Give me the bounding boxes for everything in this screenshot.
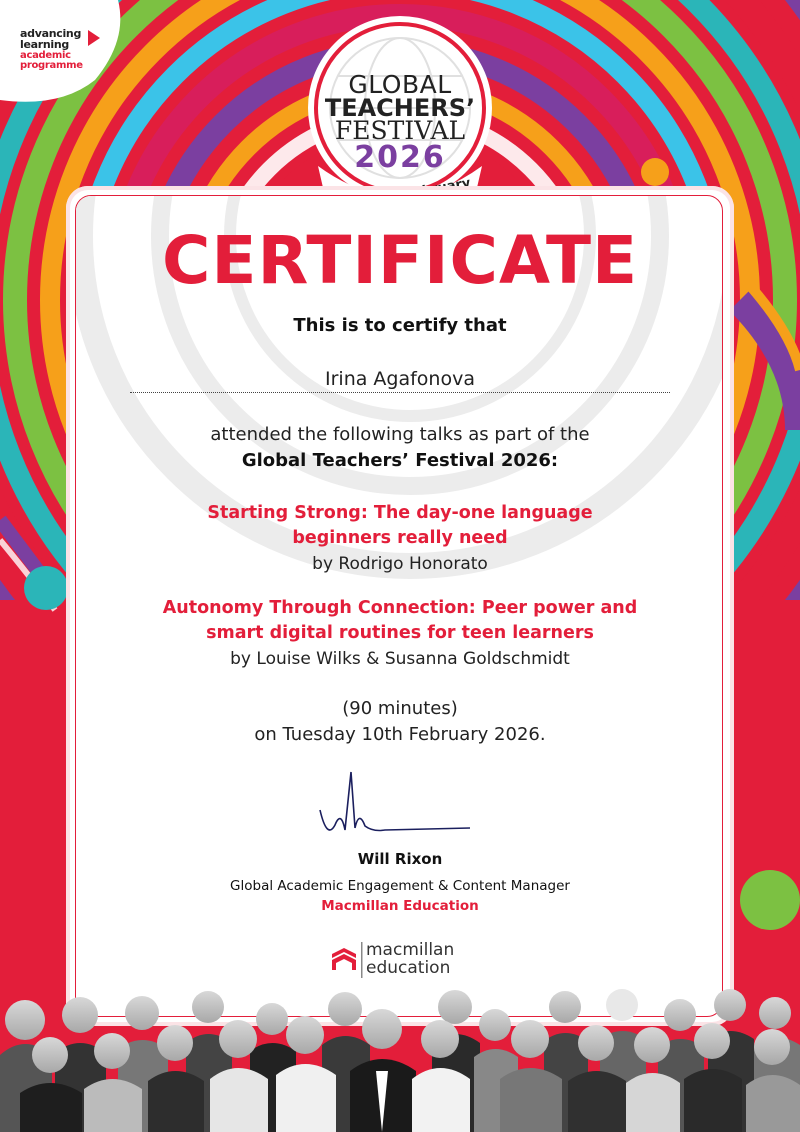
signature xyxy=(315,770,475,840)
date-line: on Tuesday 10th February 2026. xyxy=(254,724,546,745)
macmillan-mark-icon xyxy=(330,944,360,974)
talk-2-title-line-1: Autonomy Through Connection: Peer power and xyxy=(162,598,638,618)
logo-divider xyxy=(361,942,363,978)
publisher-logo-line-2: education xyxy=(366,958,451,978)
badge-year: 2026 xyxy=(354,140,446,175)
brand-line-4: programme xyxy=(20,60,83,71)
brand-line-2: learning xyxy=(20,38,69,51)
certificate-title: CERTIFICATE xyxy=(161,222,639,299)
duration: (90 minutes) xyxy=(342,698,458,719)
signatory-name: Will Rixon xyxy=(357,850,443,868)
badge-line-1: GLOBAL xyxy=(348,70,452,99)
recipient-name: Irina Agafonova xyxy=(325,368,475,390)
talk-1-title-line-1: Starting Strong: The day-one language xyxy=(207,503,593,523)
presenters-group-photo xyxy=(0,985,800,1132)
talk-1-speakers: by Rodrigo Honorato xyxy=(312,554,488,574)
signatory-role: Global Academic Engagement & Content Manager xyxy=(230,878,570,894)
talk-2-speakers: by Louise Wilks & Susanna Goldschmidt xyxy=(230,649,570,669)
publisher-logo-line-1: macmillan xyxy=(366,940,455,960)
attended-line-1: attended the following talks as part of the xyxy=(210,424,590,445)
badge-line-2: TEACHERS’ xyxy=(324,94,476,122)
talk-1-title-line-2: beginners really need xyxy=(292,528,508,548)
talk-2-title-line-2: smart digital routines for teen learners xyxy=(206,623,594,643)
advancing-learning-logo xyxy=(0,0,130,108)
attended-line-2: Global Teachers’ Festival 2026: xyxy=(241,450,559,471)
name-dotted-line xyxy=(130,392,670,393)
certify-line: This is to certify that xyxy=(293,315,507,336)
brand-line-1: advancing xyxy=(20,27,82,40)
badge-line-3: FESTIVAL xyxy=(334,116,466,145)
macmillan-education-logo xyxy=(330,940,470,980)
signatory-organization: Macmillan Education xyxy=(321,898,479,914)
brand-line-3: academic xyxy=(20,50,71,61)
